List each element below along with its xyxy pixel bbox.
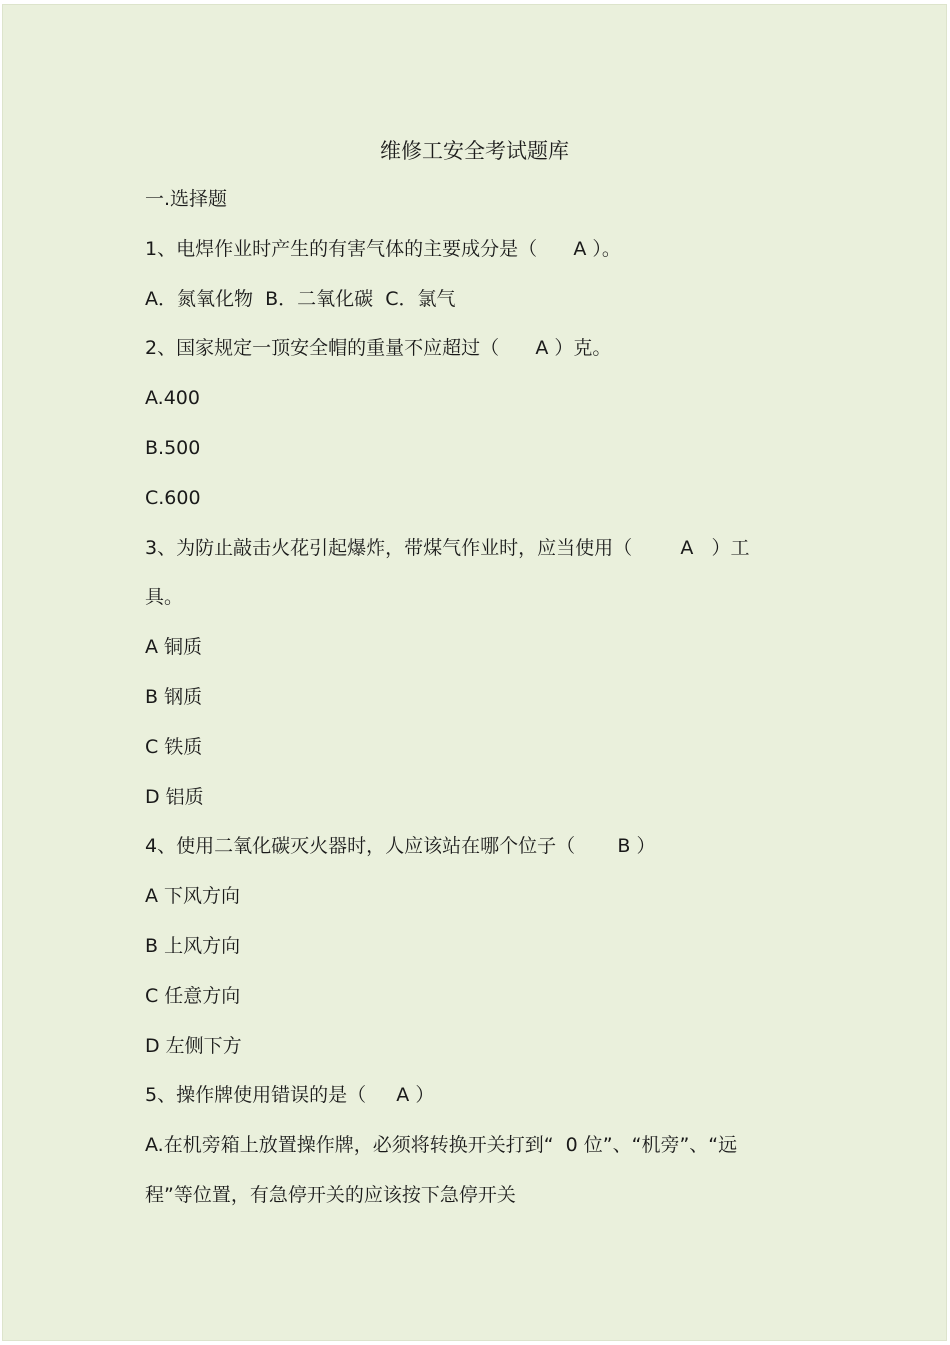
question-5-option-a: A.在机旁箱上放置操作牌，必须将转换开关打到“ 0 位”、“机旁”、“远 — [145, 1134, 738, 1157]
question-3-option-c: C 铁质 — [145, 735, 203, 758]
document-title: 维修工安全考试题库 — [380, 139, 569, 163]
question-3-option-b: B 钢质 — [145, 685, 203, 708]
question-4-option-a: A 下风方向 — [145, 885, 241, 908]
question-3-option-a: A 铜质 — [145, 636, 203, 659]
question-3-option-d: D 铝质 — [145, 785, 204, 808]
question-4-option-d: D 左侧下方 — [145, 1034, 242, 1057]
question-5-option-a-continued: 程”等位置，有急停开关的应该按下急停开关 — [145, 1183, 516, 1206]
document-page — [2, 4, 947, 1341]
question-2-option-c: C.600 — [145, 486, 201, 509]
question-4: 4、使用二氧化碳灭火器时，人应该站在哪个位子（ B ） — [145, 835, 656, 858]
question-2: 2、国家规定一顶安全帽的重量不应超过（ A ）克。 — [145, 337, 612, 360]
question-2-option-b: B.500 — [145, 436, 201, 459]
question-3: 3、为防止敲击火花引起爆炸，带煤气作业时，应当使用（ A ）工 — [145, 536, 750, 559]
question-3-continued: 具。 — [145, 586, 184, 609]
question-4-option-c: C 任意方向 — [145, 984, 241, 1007]
document-body — [145, 183, 865, 1229]
question-1: 1、电焊作业时产生的有害气体的主要成分是（ A ）。 — [145, 237, 621, 260]
question-1-options: A．氮氧化物 B．二氧化碳 C．氯气 — [145, 287, 456, 310]
question-2-option-a: A.400 — [145, 387, 200, 410]
section-heading: 一.选择题 — [145, 188, 228, 210]
question-5: 5、操作牌使用错误的是（ A ） — [145, 1084, 435, 1107]
question-4-option-b: B 上风方向 — [145, 934, 241, 957]
